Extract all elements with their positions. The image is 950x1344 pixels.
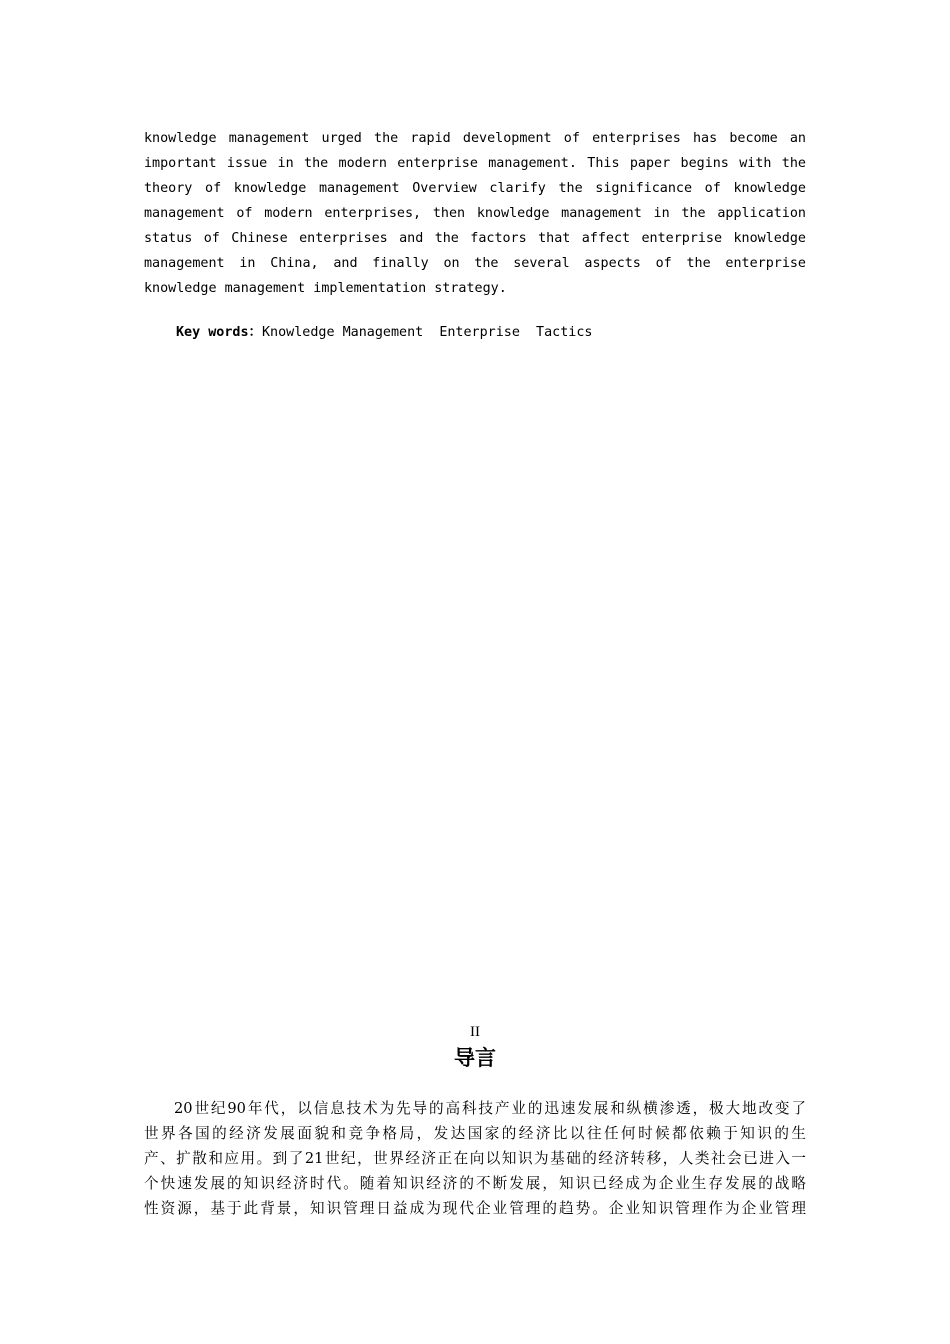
page-number: II (470, 1024, 480, 1040)
abstract-line: management in China, and finally on the several aspects of the enterprise (144, 256, 806, 271)
keywords-value: Knowledge Management Enterprise Tactics (261, 325, 593, 340)
intro-paragraph (144, 1096, 806, 1221)
keywords-line (176, 320, 593, 345)
abstract-line: knowledge management urged the rapid development of enterprises has become an (144, 131, 806, 146)
intro-line: 产、扩散和应用。到了21世纪，世界经济正在向以知识为基础的经济转移，人类社会已进入一 (144, 1150, 806, 1167)
abstract-line: theory of knowledge management Overview clarify the significance of knowledge (144, 181, 806, 196)
abstract-line: management of modern enterprises, then knowledge management in the application (144, 206, 806, 221)
abstract-line: status of Chinese enterprises and the factors that affect enterprise knowledge (144, 231, 806, 246)
abstract-paragraph (144, 126, 806, 301)
intro-line: 个快速发展的知识经济时代。随着知识经济的不断发展，知识已经成为企业生存发展的战略 (144, 1175, 806, 1192)
abstract-line: knowledge management implementation strategy. (144, 281, 507, 296)
intro-line: 性资源，基于此背景，知识管理日益成为现代企业管理的趋势。企业知识管理作为企业管理 (144, 1200, 806, 1217)
keywords-label: Key words： (176, 325, 262, 340)
intro-line: 20世纪90年代，以信息技术为先导的高科技产业的迅速发展和纵横渗透，极大地改变了 (174, 1100, 806, 1117)
intro-line: 世界各国的经济发展面貌和竞争格局，发达国家的经济比以往任何时候都依赖于知识的生 (144, 1125, 806, 1142)
abstract-line: important issue in the modern enterprise management. This paper begins with the (144, 156, 806, 171)
section-title: 导言 (454, 1046, 496, 1070)
